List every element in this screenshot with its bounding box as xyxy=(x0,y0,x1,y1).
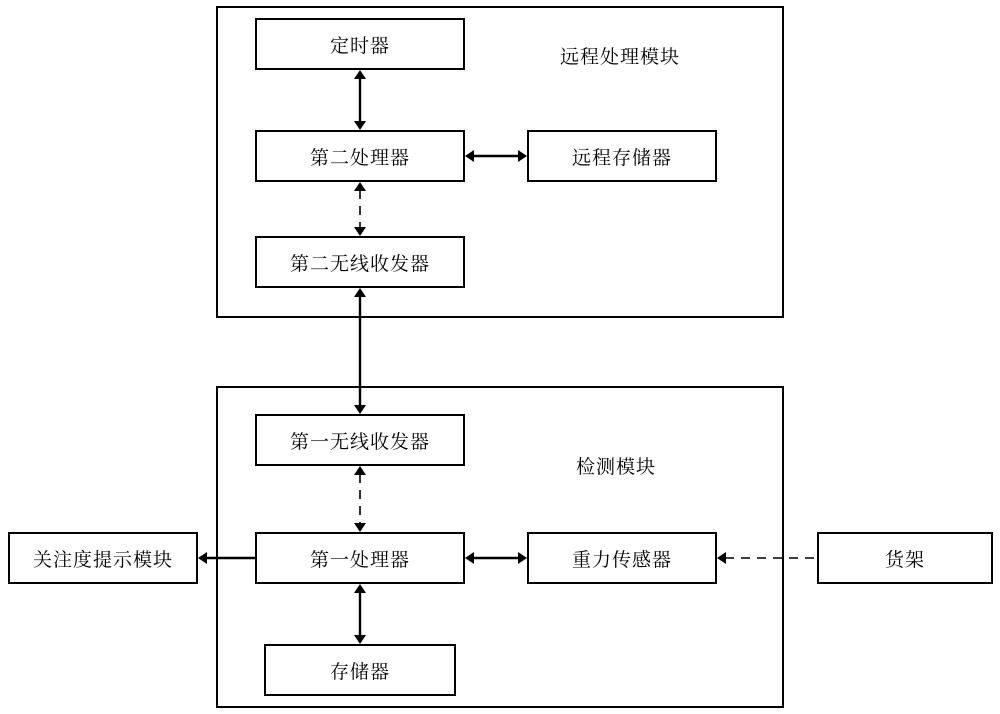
node-attention-prompt-module xyxy=(8,532,198,584)
node-label-second-processor: 第二处理器 xyxy=(309,146,410,169)
connector-timer-to-second-processor xyxy=(354,70,366,130)
node-label-attention-prompt-module: 关注度提示模块 xyxy=(32,548,173,571)
connector-second-wireless-to-first-wireless xyxy=(354,288,366,414)
node-second-wireless-transceiver xyxy=(255,236,465,288)
node-second-processor xyxy=(255,130,465,182)
connector-gravity-sensor-to-shelf xyxy=(717,552,817,564)
connector-first-processor-to-attention-prompt xyxy=(198,552,255,564)
node-first-processor xyxy=(255,532,465,584)
node-label-first-wireless-transceiver: 第一无线收发器 xyxy=(289,430,430,453)
connector-first-processor-to-gravity-sensor xyxy=(465,552,527,564)
node-first-wireless-transceiver xyxy=(255,414,465,466)
node-memory xyxy=(264,644,456,696)
node-label-gravity-sensor: 重力传感器 xyxy=(571,548,672,571)
connector-second-processor-to-second-wireless-transceiver xyxy=(354,182,366,236)
node-timer xyxy=(255,18,465,70)
group-label-detection-module: 检测模块 xyxy=(576,456,657,478)
node-label-memory: 存储器 xyxy=(329,660,390,683)
node-label-shelf: 货架 xyxy=(884,548,925,571)
connector-first-processor-to-memory xyxy=(354,584,366,644)
node-label-first-processor: 第一处理器 xyxy=(309,548,410,571)
connector-first-wireless-to-first-processor xyxy=(354,466,366,532)
node-shelf xyxy=(817,532,993,584)
connector-second-processor-to-remote-memory xyxy=(465,150,527,162)
node-label-timer: 定时器 xyxy=(329,34,390,57)
node-gravity-sensor xyxy=(527,532,717,584)
node-remote-memory xyxy=(527,130,717,182)
group-label-remote-processing-module: 远程处理模块 xyxy=(560,46,681,68)
node-label-second-wireless-transceiver: 第二无线收发器 xyxy=(289,252,430,275)
node-label-remote-memory: 远程存储器 xyxy=(571,146,672,169)
